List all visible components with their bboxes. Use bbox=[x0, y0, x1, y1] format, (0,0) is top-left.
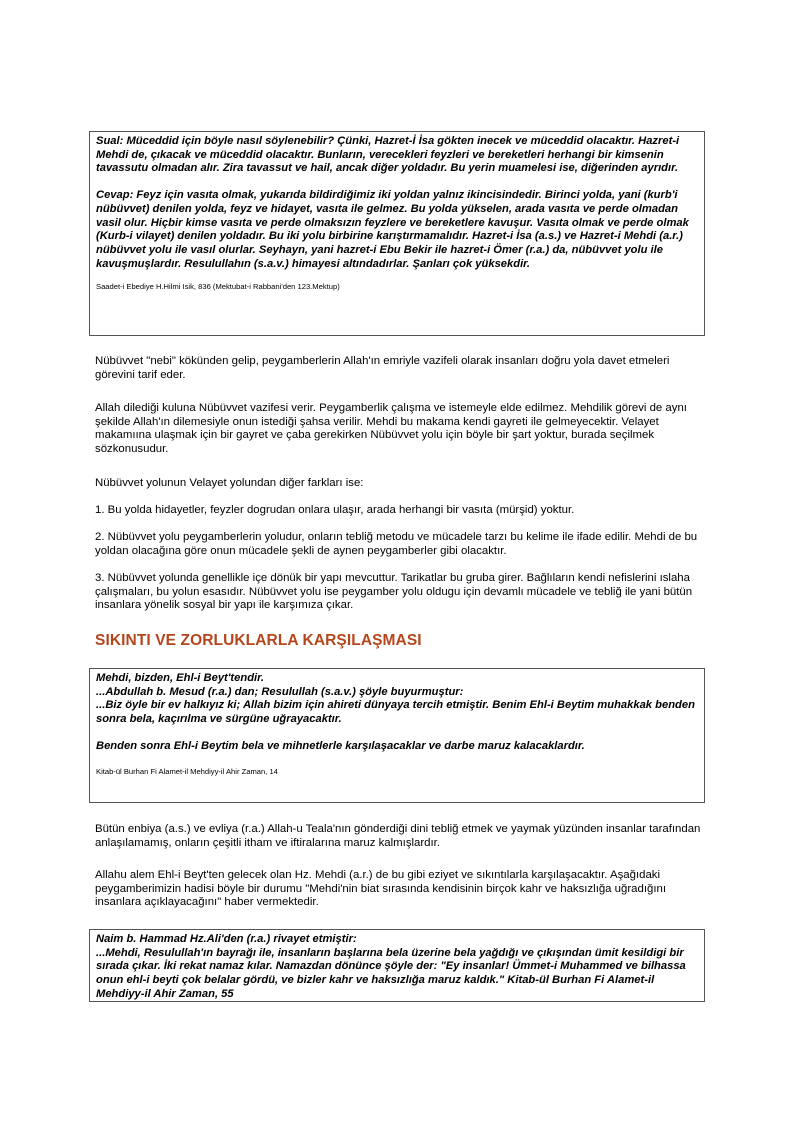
paragraph-nubuvvet-assignment: Allah dilediği kuluna Nübüvvet vazifesi verir. Peygamberlik çalışma ve istemeyle elde edilmez. Mehdilik görevi de aynı şekilde Allah'ın dilemesiyle onun istediği şahsa verilir. Mehdi bu makama kendi gayreti ile gelmeyecektir. Velayet makamıına ulaşmak için bir gayret ve çaba gerekirken Nübüvvet yolu için böyle bir şart yoktur, burada seçilmek sözkonusudur. bbox=[95, 402, 687, 455]
paragraph-nubuvvet-definition: Nübüvvet "nebi" kökünden gelip, peygamberlerin Allah'ın emriyle vazifeli olarak insanları doğru yola davet etmeleri görevini tarif eder. bbox=[95, 355, 670, 381]
quote-box-ehl-i-beyt bbox=[89, 668, 705, 803]
list-item-2: 2. Nübüvvet yolu peygamberlerin yoludur, onların tebliğ metodu ve mücadele tarzı bu kelime ile ifade edilir. Mehdi de bu yoldan olacağına göre onun mücadele şekli de aynen peygamberler gibi olacaktır. bbox=[95, 531, 698, 557]
list-item-1: 1. Bu yolda hidayetler, feyzler dogrudan onlara ulaşır, arada herhangi bir vasıta (mürşid) yoktur. bbox=[95, 504, 575, 516]
paragraph-enbiya-evliya: Bütün enbiya (a.s.) ve evliya (r.a.) Allah-u Teala'nın gönderdiği dini tebliğ etmek ve yaymak yüzünden insanlar tarafından anlaşılamamış, onların çeşitli itham ve iftiralarına maruz kalmışlardır. bbox=[95, 823, 701, 849]
section-heading: SIKINTI VE ZORLUKLARLA KARŞILAŞMASI bbox=[95, 632, 422, 649]
quote-box-sual-cevap bbox=[89, 131, 705, 336]
question-text: Sual: Müceddid için böyle nasıl söylenebilir? Çünki, Hazret-İ İsa gökten inecek ve müceddid olacaktır. Hazret-i Mehdi de, çıkacak ve müceddid olacaktır. Bunların, verecekleri feyzleri ve bereketleri herhangi bir kimsenin tavassutu olmadan alır. Zira tavassut ve hail, ancak diğer yoldadır. Bu yerin muamelesi ise, diğerinden ayrıdır. bbox=[96, 135, 680, 175]
list-item-3: 3. Nübüvvet yolunda genellikle içe dönük bir yapı mevcuttur. Tarikatlar bu gruba girer. Bağlıların kendi nefislerini ıslaha çalışmaları, bu yolun esasıdır. Nübüvvet yolu ise peygamber yolu oldugu için devamlı mücadele ve tebliğ ile yani bütün insanlara yönelik sosyal bir yapı ile karşımıza çıkar. bbox=[95, 572, 693, 612]
quote-line-1: Naim b. Hammad Hz.Ali'den (r.a.) rivayet etmiştir: bbox=[96, 933, 357, 945]
quote-line-2: ...Abdullah b. Mesud (r.a.) dan; Resulullah (s.a.v.) şöyle buyurmuştur: bbox=[96, 685, 464, 698]
source-citation: Kitab-ül Burhan Fi Alamet-il Mehdiyy-il Ahir Zaman, 14 bbox=[96, 766, 278, 776]
answer-text: Cevap: Feyz için vasıta olmak, yukarıda bildirdiğimiz iki yoldan yalnız ikincisindedir. Birinci yolda, yani (kurb'i nübüvvet) denilen yolda, feyz ve hidayet, vasıta ile gelmez. Bu yolda yükselen, arada vasıta ve perde olmadan vasil olur. Hiçbir kimse vasıta ve perde olmaksızın feyzlere ve bereketlere kavuşur. Vasıta olmak ve perde olmak (Kurb-i vilayet) denilen yoldadır. Bu iki yolu birbirine karıştırmamalıdır. Hazret-i İsa (a.s.) ve Hazret-i Mehdi (a.r.) nübüvvet yolu ile vasıl olurlar. Seyhayn, yani hazret-i Ebu Bekir ile hazret-i Ömer (r.a.) da, nübüvvet yolu ile kavuşmuşlardır. Resulullahın (s.a.v.) himayesi altındadırlar. Şanları çok yüksekdir. bbox=[96, 189, 689, 270]
quote-line-1: Mehdi, bizden, Ehl-i Beyt'tendir. bbox=[96, 672, 264, 684]
quote-line-4: Benden sonra Ehl-i Beytim bela ve mihnetlerle karşılaşacaklar ve darbe maruz kalacaklardır. bbox=[96, 739, 585, 752]
paragraph-mehdi-hardship: Allahu alem Ehl-i Beyt'ten gelecek olan Hz. Mehdi (a.r.) de bu gibi eziyet ve sıkıntılarla karşılaşacaktır. Aşağıdaki peygamberimizin hadisi böyle bir durumu "Mehdi'nin biat sırasında kendisinin birçok kahr ve haksızlığa uğradığını insanlara açıklayacağını" haber vermektedir. bbox=[95, 869, 666, 909]
quote-line-2: ...Mehdi, Resulullah'ın bayrağı ile, insanların başlarına bela üzerine bela yağdığı ve çıkışından ümit kesildigi bir sırada çıkar. İki rekat namaz kılar. Namazdan dönünce şöyle der: "Ey insanlar! Ümmet-i Muhammed ve bilhassa onun ehl-i beyti çok belalar gördü, ve bizler kahr ve haksızlığa maruz kaldık." Kitab-ül Burhan Fi Alamet-il Mehdiyy-il Ahir Zaman, 55 bbox=[96, 946, 686, 1000]
quote-line-3: ...Biz öyle bir ev halkıyız ki; Allah bizim için ahireti dünyaya tercih etmiştir. Benim Ehl-i Beytim muhakkak benden sonra bela, kaçırılma ve sürgüne uğrayacaktır. bbox=[96, 699, 695, 726]
paragraph-differences-intro: Nübüvvet yolunun Velayet yolundan diğer farkları ise: bbox=[95, 477, 364, 489]
source-citation: Saadet-i Ebediye H.Hilmi Isik, 836 (Mektubat-i Rabbani'den 123.Mektup) bbox=[96, 282, 340, 292]
quote-box-naim-b-hammad bbox=[89, 929, 705, 1002]
